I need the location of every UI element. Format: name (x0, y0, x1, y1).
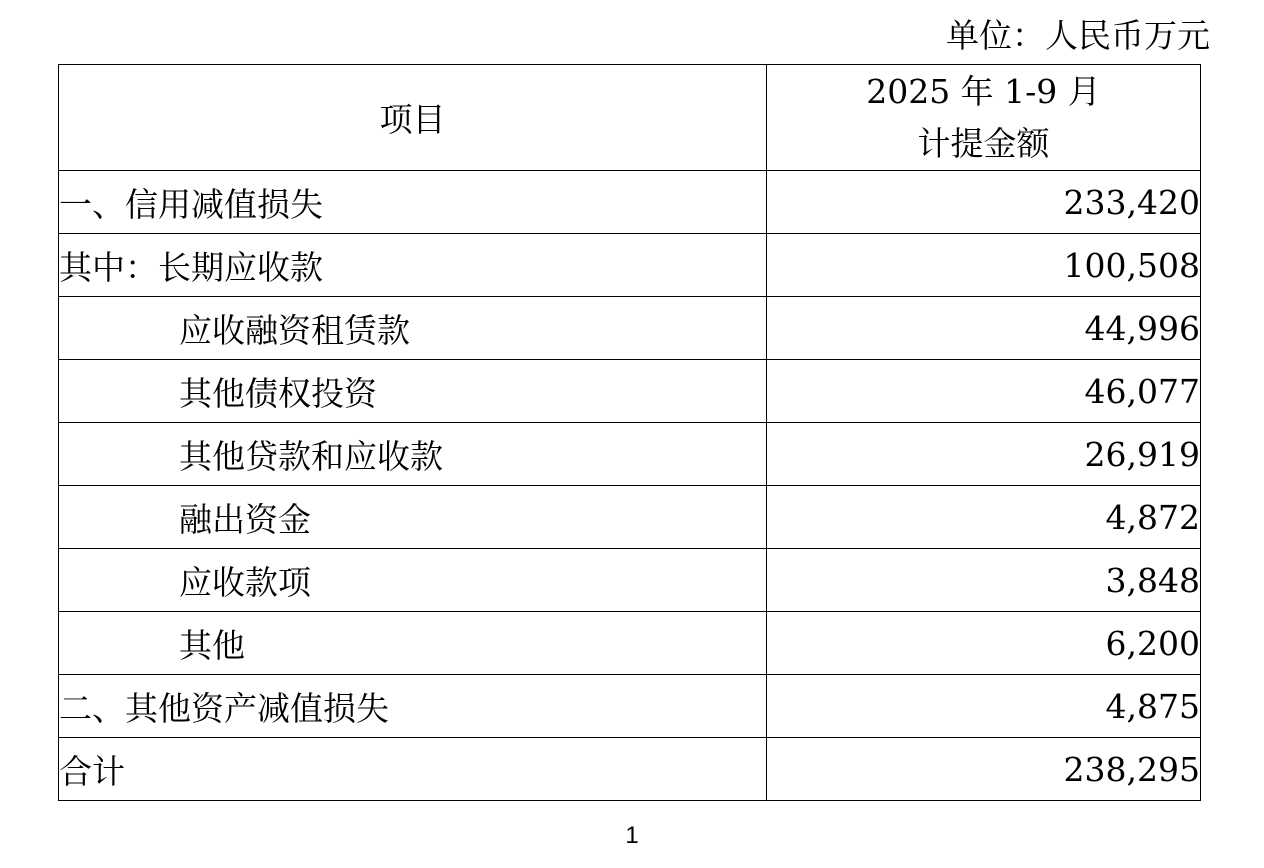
table-header-row (59, 65, 1201, 171)
row-label: 合计 (59, 738, 767, 801)
header-period: 2025 年 1-9 月 (866, 71, 1101, 111)
table-row (59, 486, 1201, 549)
row-label: 其他贷款和应收款 (59, 423, 767, 486)
row-value: 26,919 (767, 423, 1201, 486)
header-amount-label: 计提金额 (917, 123, 1050, 163)
header-item: 项目 (59, 65, 767, 171)
row-value: 238,295 (767, 738, 1201, 801)
row-label: 应收融资租赁款 (59, 297, 767, 360)
table-row (59, 360, 1201, 423)
unit-label: 单位：人民币万元 (946, 16, 1210, 55)
header-amount (767, 65, 1201, 171)
table-row (59, 234, 1201, 297)
page-number: 1 (625, 822, 639, 849)
row-value: 6,200 (767, 612, 1201, 675)
row-value: 233,420 (767, 171, 1201, 234)
row-value: 46,077 (767, 360, 1201, 423)
row-value: 4,875 (767, 675, 1201, 738)
row-value: 100,508 (767, 234, 1201, 297)
table-row (59, 549, 1201, 612)
row-label: 融出资金 (59, 486, 767, 549)
table-row (59, 297, 1201, 360)
row-label: 一、信用减值损失 (59, 171, 767, 234)
row-label: 其他 (59, 612, 767, 675)
row-label: 其他债权投资 (59, 360, 767, 423)
table-row (59, 612, 1201, 675)
table-row-total (59, 738, 1201, 801)
impairment-table (58, 64, 1201, 801)
row-label: 其中：长期应收款 (59, 234, 767, 297)
row-value: 44,996 (767, 297, 1201, 360)
table-row (59, 675, 1201, 738)
row-label: 应收款项 (59, 549, 767, 612)
table-row (59, 171, 1201, 234)
row-value: 3,848 (767, 549, 1201, 612)
row-value: 4,872 (767, 486, 1201, 549)
row-label: 二、其他资产减值损失 (59, 675, 767, 738)
table-row (59, 423, 1201, 486)
